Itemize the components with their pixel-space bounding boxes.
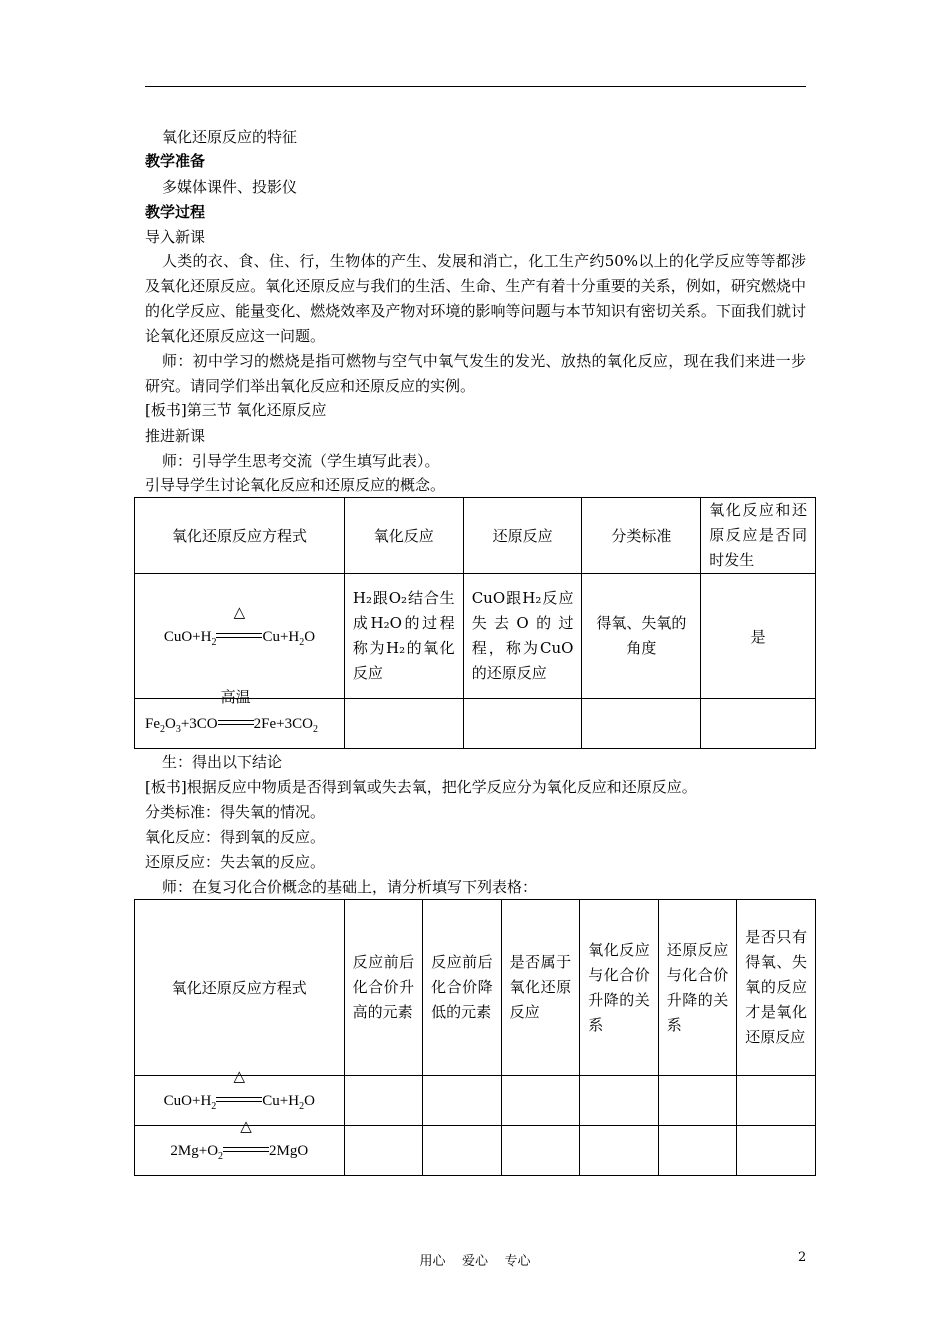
fe2o3-co-equation: $Fe_2O_3+3CO$ 高温 $2Fe+3CO_2$ — [145, 690, 318, 735]
empty-cell[interactable] — [658, 1076, 737, 1126]
guide-concept: 引导导学生讨论氧化反应和还原反应的概念。 — [145, 476, 446, 494]
empty-cell[interactable] — [580, 1076, 659, 1126]
prep-text: 多媒体课件、投影仪 — [162, 178, 298, 196]
empty-cell[interactable] — [658, 1126, 737, 1176]
cuo-h2-equation: $CuO+H_2$ △ $Cu+H_2O$ — [163, 604, 316, 648]
page-number: 2 — [798, 1250, 807, 1265]
reduction-definition: 还原反应：失去氧的反应。 — [145, 853, 326, 871]
header-reduction-relation: 还原反应与化合价升降的关系 — [658, 900, 737, 1076]
header-reduction: 还原反应 — [463, 498, 582, 574]
intro-label: 导入新课 — [145, 228, 206, 246]
simultaneous-cell: 是 — [701, 574, 816, 699]
focus-text: 氧化还原反应的特征 — [162, 128, 298, 146]
header-valence-down: 反应前后化合价降低的元素 — [423, 900, 502, 1076]
table-header-row — [135, 900, 816, 1076]
oxidation-reduction-table — [134, 497, 816, 749]
header-oxidation-relation: 氧化反应与化合价升降的关系 — [580, 900, 659, 1076]
oxidation-definition: 氧化反应：得到氧的反应。 — [145, 828, 326, 846]
header-is-redox: 是否属于氧化还原反应 — [501, 900, 580, 1076]
empty-cell[interactable] — [501, 1076, 580, 1126]
table-row — [135, 1076, 816, 1126]
equation-cell — [135, 574, 345, 699]
heat-symbol: △ — [233, 1069, 246, 1085]
empty-cell[interactable] — [423, 1126, 502, 1176]
empty-cell[interactable] — [463, 699, 582, 749]
table-row — [135, 699, 816, 749]
process-heading: 教学过程 — [145, 203, 206, 221]
empty-cell[interactable] — [737, 1126, 816, 1176]
mg-o2-equation: $2Mg+O_2$ △ 2MgO — [170, 1119, 309, 1162]
high-temp-label: 高温 — [220, 690, 251, 706]
table-header-row — [135, 498, 816, 574]
heat-symbol: △ — [240, 1119, 252, 1135]
empty-cell[interactable] — [344, 1126, 423, 1176]
table-row — [135, 574, 816, 699]
student-conclusion: 生：得出以下结论 — [162, 753, 283, 771]
intro-paragraph: 人类的衣、食、住、行，生物体的产生、发展和消亡，化工生产约50%以上的化学反应等等都涉及氧化还原反应。氧化还原反应与我们的生活、生命、生产有着十分重要的关系，例如，研究燃烧中的化学反应、能量变化、燃烧效率及产物对环境的影响等问题与本节知识有密切关系。下面我们就讨论氧化还原反应这一问题。 — [145, 252, 806, 345]
empty-cell[interactable] — [344, 1076, 423, 1126]
teacher-table-instruction: 师：在复习化合价概念的基础上，请分析填写下列表格： — [162, 878, 538, 896]
equation-cell — [135, 1069, 345, 1126]
advance-label: 推进新课 — [145, 427, 206, 445]
header-only-oxygen: 是否只有得氧、失氧的反应才是氧化还原反应 — [737, 900, 816, 1076]
header-equation: 氧化还原反应方程式 — [135, 498, 345, 574]
footer-motto: 用心 爱心 专心 — [419, 1254, 531, 1269]
header-standard: 分类标准 — [582, 498, 701, 574]
board-classification: [板书]根据反应中物质是否得到氧或失去氧，把化学反应分为氧化反应和还原反应。 — [145, 778, 697, 796]
teacher-guide: 师：引导学生思考交流（学生填写此表）。 — [162, 452, 440, 470]
oxidation-cell: H₂跟O₂结合生成H₂O的过程称为H₂的氧化反应 — [344, 574, 463, 699]
heat-symbol: △ — [233, 604, 246, 621]
table-row — [135, 1126, 816, 1176]
reduction-cell: CuO跟H₂反应失去O的过程，称为CuO的还原反应 — [463, 574, 582, 699]
equation-cell — [135, 690, 345, 749]
empty-cell[interactable] — [582, 699, 701, 749]
empty-cell[interactable] — [580, 1126, 659, 1176]
header-valence-up: 反应前后化合价升高的元素 — [344, 900, 423, 1076]
empty-cell[interactable] — [701, 699, 816, 749]
cuo-h2-equation: $CuO+H_2$ △ $Cu+H_2O$ — [163, 1069, 315, 1112]
standard-definition: 分类标准：得失氧的情况。 — [145, 803, 326, 821]
standard-cell: 得氧、失氧的角度 — [582, 574, 701, 699]
header-oxidation: 氧化反应 — [344, 498, 463, 574]
prep-heading: 教学准备 — [145, 152, 206, 170]
header-simultaneous: 氧化反应和还原反应是否同时发生 — [701, 498, 816, 574]
teacher-paragraph: 师：初中学习的燃烧是指可燃物与空气中氧气发生的发光、放热的氧化反应，现在我们来进一步研究。请同学们举出氧化反应和还原反应的实例。 — [145, 352, 806, 395]
equation-cell — [135, 1119, 345, 1176]
valence-analysis-table — [134, 899, 816, 1176]
empty-cell[interactable] — [344, 699, 463, 749]
header-rule — [145, 86, 806, 87]
empty-cell[interactable] — [501, 1126, 580, 1176]
empty-cell[interactable] — [737, 1076, 816, 1126]
header-equation: 氧化还原反应方程式 — [135, 900, 345, 1076]
board-section-title: [板书]第三节 氧化还原反应 — [145, 401, 327, 419]
empty-cell[interactable] — [423, 1076, 502, 1126]
